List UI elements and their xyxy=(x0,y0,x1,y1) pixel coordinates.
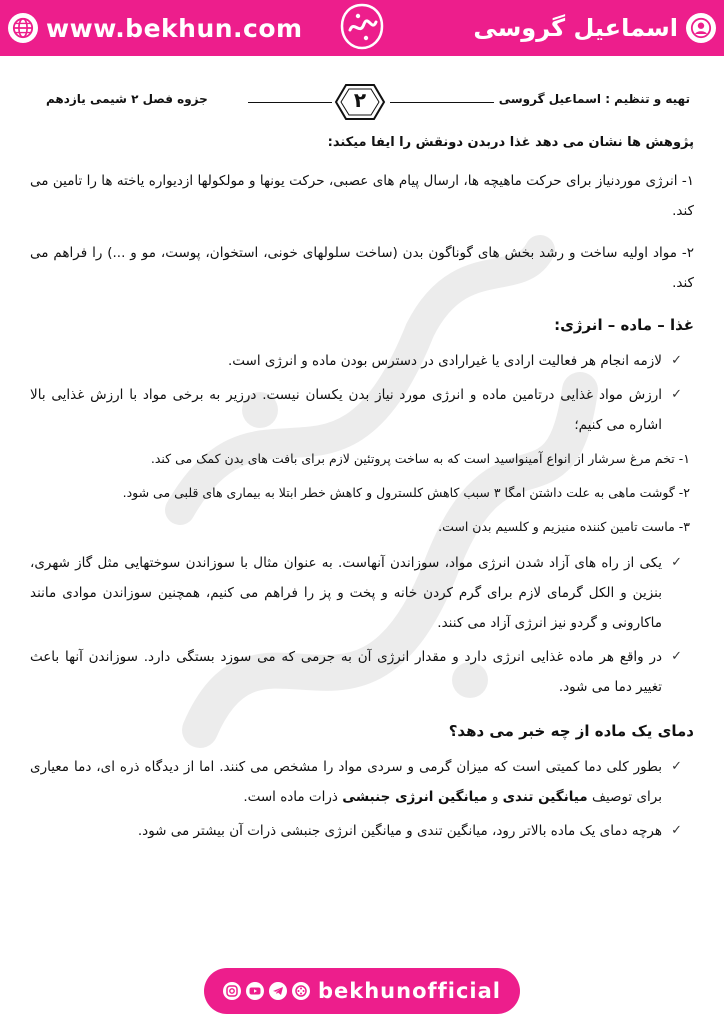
author-name: اسماعیل گروسی xyxy=(473,14,678,42)
youtube-icon[interactable] xyxy=(246,982,264,1000)
list-item xyxy=(30,752,682,812)
telegram-icon[interactable] xyxy=(269,982,287,1000)
globe-icon xyxy=(8,13,38,43)
top-banner xyxy=(0,0,724,56)
aparat-icon[interactable] xyxy=(292,982,310,1000)
section-title-food-matter-energy: غذا – ماده – انرژی: xyxy=(554,316,694,334)
bullet-list xyxy=(30,346,694,440)
check-arrow-icon: ✓ xyxy=(671,387,682,402)
list-item-text: ذرات ماده است. xyxy=(243,789,338,805)
header-divider-left xyxy=(248,102,332,103)
list-item-text: در واقع هر ماده غذایی انرژی دارد و مقدار انرژی آن به جرمی که می سوزد بستگی دارد. سوزاندن آنها باعث تغییر دما می شود. xyxy=(30,649,662,695)
list-item xyxy=(30,380,682,440)
website-url: www.bekhun.com xyxy=(46,13,303,43)
page-number-badge xyxy=(330,80,390,124)
emphasis-average-speed: میانگین تندی xyxy=(502,789,588,805)
page-number: ۲ xyxy=(353,88,367,112)
list-item xyxy=(30,642,682,702)
check-arrow-icon: ✓ xyxy=(671,759,682,774)
list-item xyxy=(30,346,682,376)
bekhun-logo xyxy=(338,2,386,52)
social-handle[interactable]: bekhunofficial xyxy=(317,979,501,1003)
emphasis-average-kinetic-energy: میانگین انرژی جنبشی xyxy=(342,789,488,805)
social-icons xyxy=(223,982,310,1000)
list-item-text: و xyxy=(491,789,499,805)
header-divider-right xyxy=(390,102,494,103)
numbered-item: ۲- مواد اولیه ساخت و رشد بخش های گوناگون بدن (ساخت سلولهای خونی، استخوان، پوست، مو و ...) را فراهم می کند. xyxy=(30,245,694,291)
author-brand xyxy=(473,10,716,46)
check-arrow-icon: ✓ xyxy=(671,353,682,368)
page-header xyxy=(18,74,706,130)
booklet-title: جزوه فصل ۲ شیمی یازدهم xyxy=(46,92,208,106)
social-footer[interactable] xyxy=(204,968,520,1014)
user-icon xyxy=(686,13,716,43)
list-item xyxy=(30,548,682,638)
bullet-list xyxy=(30,752,694,846)
example-item: ۱- تخم مرغ سرشار از انواع آمینواسید است که به ساخت پروتئین لازم برای بافت های بدن کمک می کند. xyxy=(150,451,690,466)
instagram-icon[interactable] xyxy=(223,982,241,1000)
example-item: ۳- ماست تامین کننده منیزیم و کلسیم بدن است. xyxy=(438,519,690,534)
intro-text: پژوهش ها نشان می دهد غذا دربدن دونقش را ایفا میکند: xyxy=(327,135,694,150)
list-item-text: بطور کلی دما کمیتی است که میزان گرمی و سردی مواد را مشخص می کنند. اما از دیدگاه ذره ای، دما معیاری برای توصیف xyxy=(30,759,662,805)
prepared-by: تهیه و تنظیم : اسماعیل گروسی xyxy=(498,92,690,106)
list-item-text: هرچه دمای یک ماده بالاتر رود، میانگین تندی و میانگین انرژی جنبشی ذرات آن بیشتر می شود. xyxy=(137,823,662,839)
list-item-text: لازمه انجام هر فعالیت ارادی یا غیرارادی در دسترس بودن ماده و انرژی است. xyxy=(227,353,662,369)
check-arrow-icon: ✓ xyxy=(671,823,682,838)
list-item xyxy=(30,816,682,846)
list-item-text: یکی از راه های آزاد شدن انرژی مواد، سوزاندن آنهاست. به عنوان مثال با سوزاندن سوختهایی مثل گاز شهری، بنزین و الکل گرمای لازم برای گرم کردن خانه و پخت و پز را فراهم می کنیم، همچنین سوزاندن موادی مانند ماکارونی و گردو نیز انرژی آزاد می کنند. xyxy=(30,555,662,631)
example-item: ۲- گوشت ماهی به علت داشتن امگا ۳ سبب کاهش کلسترول و کاهش خطر ابتلا به بیماری های قلبی می شود. xyxy=(122,485,690,500)
check-arrow-icon: ✓ xyxy=(671,555,682,570)
numbered-item: ۱- انرژی موردنیاز برای حرکت ماهیچه ها، ارسال پیام های عصبی، حرکت یونها و مولکولها ازدیواره یاخته ها را تامین می کند. xyxy=(30,173,694,219)
section-title-temperature: دمای یک ماده از چه خبر می دهد؟ xyxy=(448,722,694,740)
website-link[interactable] xyxy=(8,10,303,46)
bullet-list xyxy=(30,548,694,702)
main-content xyxy=(30,128,694,850)
check-arrow-icon: ✓ xyxy=(671,649,682,664)
list-item-text: ارزش مواد غذایی درتامین ماده و انرژی مورد نیاز بدن یکسان نیست. درزیر به برخی مواد با ارزش غذایی بالا اشاره می کنیم؛ xyxy=(30,387,662,433)
